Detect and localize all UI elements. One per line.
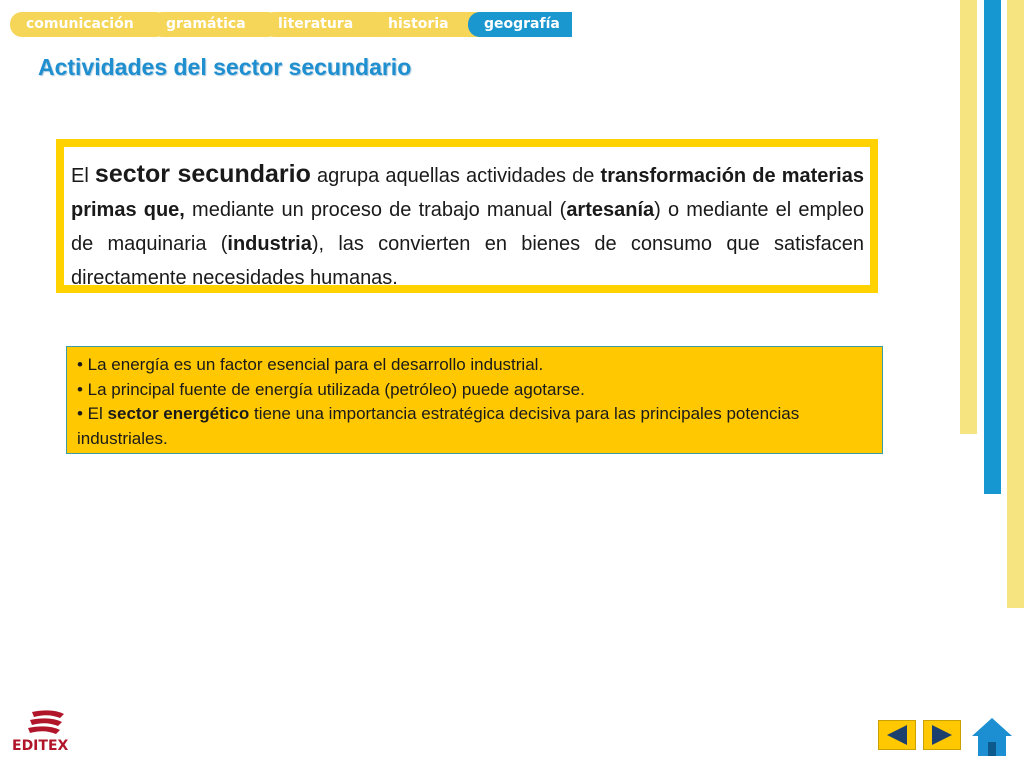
editex-logo-text: EDITEX (12, 738, 69, 754)
energy-bullet-text: • El (77, 404, 103, 423)
definition-emphasis: industria (227, 233, 312, 255)
definition-term: sector secundario (94, 160, 311, 188)
right-arrow-icon (924, 721, 960, 749)
page-title: Actividades del sector secundario (38, 54, 412, 80)
energy-bullet (77, 402, 874, 451)
home-icon (970, 716, 1014, 758)
left-arrow-icon (879, 721, 915, 749)
tab-gramatica[interactable]: gramática (150, 12, 270, 37)
decorative-stripe (960, 0, 977, 434)
tab-comunicacion[interactable]: comunicación (10, 12, 158, 37)
definition-text: ), las convierten en bienes de consumo que satisfacen directamente necesidades humanas. (71, 233, 865, 289)
definition-box (56, 139, 878, 293)
previous-button[interactable] (878, 720, 916, 750)
energy-notes-box (66, 346, 883, 454)
definition-text: ) o mediante el empleo de maquinaria ( (71, 199, 865, 255)
next-button[interactable] (923, 720, 961, 750)
definition-text: El (71, 165, 89, 187)
home-button[interactable] (970, 716, 1014, 758)
energy-bullet: • La energía es un factor esencial para el desarrollo industrial. (77, 355, 544, 374)
decorative-stripe (984, 0, 1001, 494)
energy-bullet-text: tiene una importancia estratégica decisiva para las principales potencias industriales. (77, 404, 800, 448)
energy-emphasis: sector energético (107, 404, 250, 423)
tab-literatura[interactable]: literatura (262, 12, 382, 37)
tab-geografia[interactable]: geografía (468, 12, 572, 37)
definition-text: agrupa aquellas actividades de (316, 165, 595, 187)
decorative-stripe (1007, 0, 1024, 608)
energy-bullet: • La principal fuente de energía utilizada (petróleo) puede agotarse. (77, 379, 585, 399)
subject-tabs (10, 12, 572, 37)
definition-text: mediante un proceso de trabajo manual ( (192, 199, 567, 221)
definition-emphasis: artesanía (566, 199, 655, 221)
definition-emphasis: transformación de materias primas que, (71, 165, 864, 221)
tab-historia[interactable]: historia (372, 12, 484, 37)
